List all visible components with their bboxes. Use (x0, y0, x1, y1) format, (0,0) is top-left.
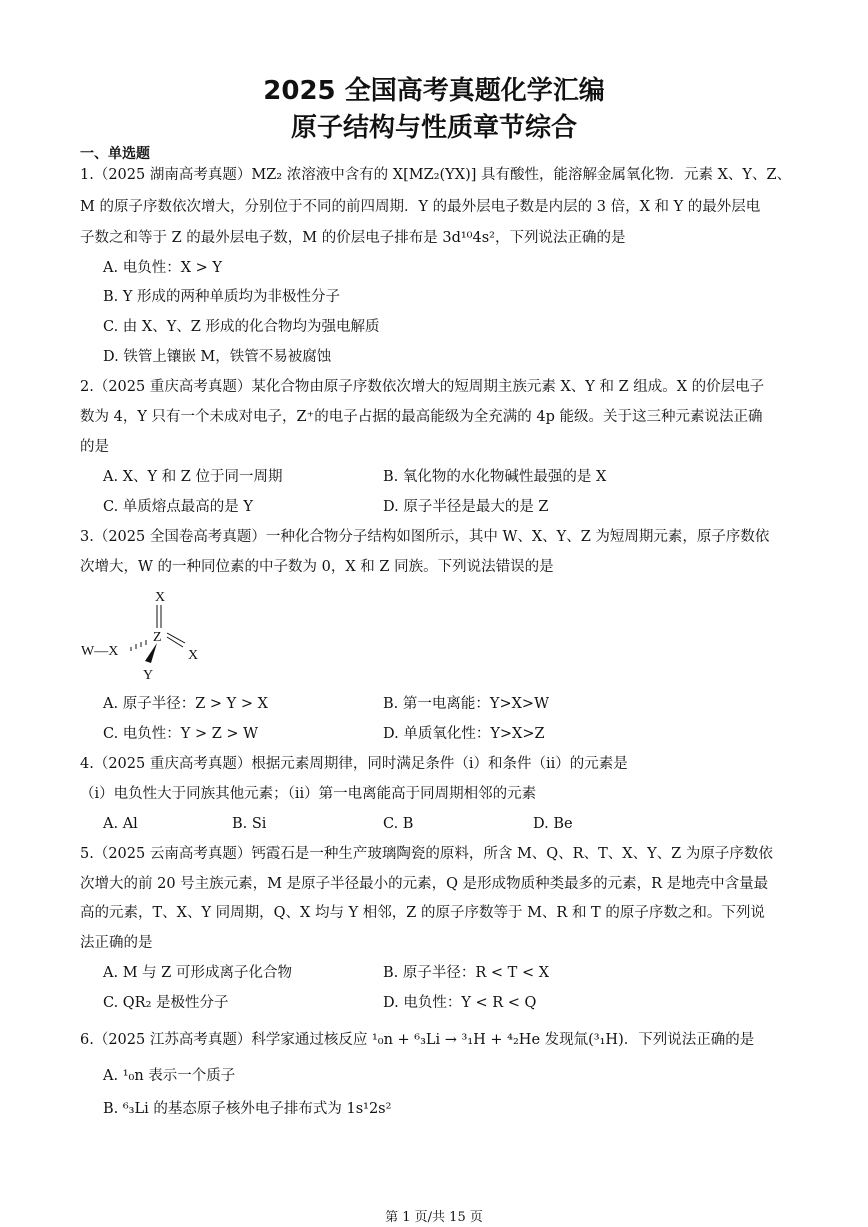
q1-option-d: D. 铁管上镶嵌 M，铁管不易被腐蚀 (103, 349, 332, 365)
q2-line1: 2.（2025 重庆高考真题）某化合物由原子序数依次增大的短周期主族元素 X、Y 和 Z 组成。X 的价层电子 (80, 379, 765, 395)
mol-atom-bottom: Y (143, 668, 154, 683)
q5-line3: 高的元素，T、X、Y 同周期，Q、X 均与 Y 相邻，Z 的原子序数等于 M、R 和 T 的原子序数之和。下列说 (80, 905, 765, 921)
q3-line2: 次增大，W 的一种同位素的中子数为 0，X 和 Z 同族。下列说法错误的是 (80, 559, 554, 575)
q5-line4: 法正确的是 (80, 935, 153, 951)
q3-option-a: A. 原子半径：Z > Y > X (103, 696, 268, 712)
q4-line1: 4.（2025 重庆高考真题）根据元素周期律，同时满足条件（ⅰ）和条件（ⅱ）的元素是 (80, 756, 628, 772)
q4-option-a: A. Al (103, 816, 138, 832)
mol-atom-top: X (155, 590, 166, 605)
q4-option-c: C. B (383, 816, 414, 832)
q6-option-a: A. ¹₀n 表示一个质子 (103, 1068, 236, 1084)
q3-option-d: D. 单质氧化性：Y>X>Z (383, 726, 545, 742)
q5-line1: 5.（2025 云南高考真题）钙霞石是一种生产玻璃陶瓷的原料，所含 M、Q、R、T、X、Y、Z 为原子序数依 (80, 846, 773, 862)
q1-line1: 1.（2025 湖南高考真题）MZ₂ 浓溶液中含有的 X[MZ₂(YX)] 具有酸性，能溶解金属氧化物．元素 X、Y、Z、 (80, 167, 792, 183)
q2-option-c: C. 单质熔点最高的是 Y (103, 499, 253, 515)
q6-line1: 6.（2025 江苏高考真题）科学家通过核反应 ¹₀n + ⁶₃Li → ³₁H + ⁴₂He 发现氚(³₁H)．下列说法正确的是 (80, 1032, 755, 1048)
q1-line2: M 的原子序数依次增大，分别位于不同的前四周期．Y 的最外层电子数是内层的 3 倍，X 和 Y 的最外层电 (80, 199, 761, 215)
q4-option-d: D. Be (533, 816, 573, 832)
q4-option-b: B. Si (232, 816, 267, 832)
q2-option-d: D. 原子半径是最大的是 Z (383, 499, 549, 515)
q2-option-b: B. 氧化物的水化物碱性最强的是 X (383, 469, 607, 485)
molecule-structure-diagram (75, 585, 215, 685)
q2-line2: 数为 4，Y 只有一个未成对电子，Z⁺的电子占据的最高能级为全充满的 4p 能级。关于这三种元素说法正确 (80, 409, 763, 425)
q3-option-b: B. 第一电离能：Y>X>W (383, 696, 549, 712)
q1-option-b: B. Y 形成的两种单质均为非极性分子 (103, 289, 341, 305)
section-heading: 一、单选题 (80, 146, 150, 162)
q1-option-a: A. 电负性：X > Y (103, 260, 222, 276)
q1-line3: 子数之和等于 Z 的最外层电子数，M 的价层电子排布是 3d¹⁰4s²，下列说法正确的是 (80, 230, 626, 246)
q2-option-a: A. X、Y 和 Z 位于同一周期 (103, 469, 283, 485)
q4-line2: （ⅰ）电负性大于同族其他元素；（ⅱ）第一电离能高于同周期相邻的元素 (80, 786, 537, 802)
q5-option-b: B. 原子半径：R < T < X (383, 965, 550, 981)
page-footer: 第 1 页/共 15 页 (385, 1210, 483, 1225)
q6-option-b: B. ⁶₃Li 的基态原子核外电子排布式为 1s¹2s² (103, 1101, 392, 1117)
mol-atom-center: Z (153, 630, 162, 645)
doc-title: 2025 全国高考真题化学汇编 (263, 76, 605, 106)
doc-subtitle: 原子结构与性质章节综合 (290, 113, 577, 143)
q3-option-c: C. 电负性：Y > Z > W (103, 726, 259, 742)
q5-option-c: C. QR₂ 是极性分子 (103, 995, 229, 1011)
q1-option-c: C. 由 X、Y、Z 形成的化合物均为强电解质 (103, 319, 380, 335)
q3-line1: 3.（2025 全国卷高考真题）一种化合物分子结构如图所示，其中 W、X、Y、Z 为短周期元素，原子序数依 (80, 529, 770, 545)
q5-line2: 次增大的前 20 号主族元素，M 是原子半径最小的元素，Q 是形成物质种类最多的元素，R 是地壳中含量最 (80, 876, 769, 892)
mol-atom-right: X (188, 648, 199, 663)
q5-option-a: A. M 与 Z 可形成离子化合物 (103, 965, 292, 981)
q5-option-d: D. 电负性：Y < R < Q (383, 995, 537, 1011)
q2-line3: 的是 (80, 439, 109, 455)
mol-atom-left: W—X (81, 644, 119, 659)
